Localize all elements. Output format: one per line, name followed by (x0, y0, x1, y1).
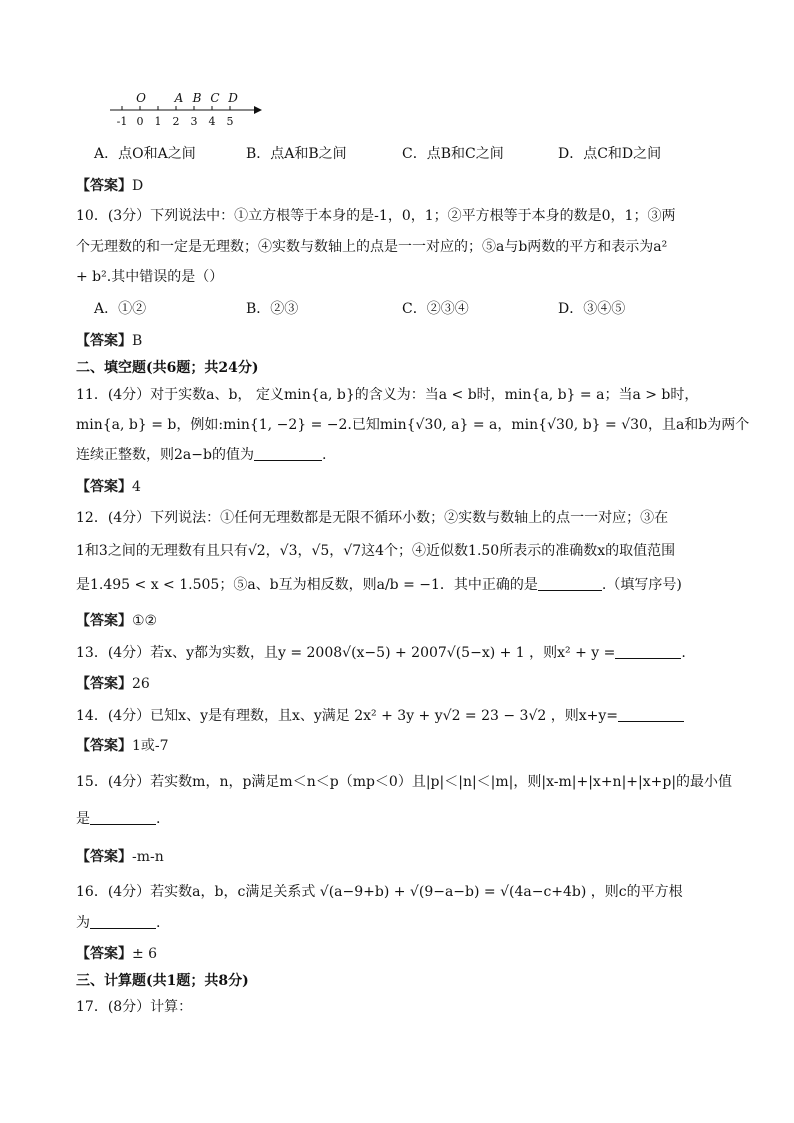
answer-label: 【答案】 (76, 178, 132, 194)
answer-blank[interactable] (254, 446, 322, 461)
q16-line-2-end: . (156, 915, 161, 931)
answer-label: 【答案】 (76, 333, 132, 349)
q11-line-1: 11．(4分）对于实数a、b， 定义min{a, b}的含义为：当a < b时，min{a, b} = a；当a > b时， (76, 387, 699, 403)
answer-value: 1或-7 (132, 738, 169, 754)
tick-label: 0 (136, 115, 144, 128)
q15-line-1: 15．(4分）若实数m，n，p满足m＜n＜p（mp＜0）且|p|＜|n|＜|m|，则|x-m|+|x+n|+|x+p|的最小值 (76, 774, 733, 790)
section-heading-calculation: 三、计算题(共1题；共8分) (76, 973, 249, 989)
answer-label: 【答案】 (76, 849, 132, 865)
q10-line-2: 个无理数的和一定是无理数；④实数与数轴上的点是一一对应的；⑤a与b两数的平方和表示为a² (76, 239, 668, 255)
q16-line-2 (76, 912, 160, 934)
number-line-ticks (122, 106, 230, 110)
answer-label: 【答案】 (76, 479, 132, 495)
answer-value: B (132, 333, 143, 349)
q10-option-d: D．③④⑤ (558, 301, 626, 317)
q13-line-1-text: 13．(4分）若x、y都为实数，且y = 2008√(x−5) + 2007√(5−x) + 1 ，则x² + y = (76, 645, 616, 661)
q9-option-a: A．点O和A之间 (94, 146, 196, 162)
q17-line-1: 17．(8分）计算： (76, 999, 193, 1015)
q12-line-2: 1和3之间的无理数有且只有√2，√3，√5，√7这4个；④近似数1.50所表示的准确数x的取值范围 (76, 543, 676, 559)
answer-value: 4 (132, 479, 141, 495)
q11-answer (76, 476, 141, 498)
q15-line-2 (76, 808, 160, 830)
point-label-o: O (136, 91, 146, 105)
q10-line-3: + b².其中错误的是（） (76, 269, 224, 285)
q12-line-3-end: .（填写序号) (601, 577, 682, 593)
answer-label: 【答案】 (76, 946, 132, 962)
q15-line-2-text: 是 (76, 811, 90, 827)
answer-label: 【答案】 (76, 676, 132, 692)
answer-value: ± 6 (132, 946, 158, 962)
q14-line-1-text: 14．(4分）已知x、y是有理数，且x、y满足 2x² + 3y + y√2 = 23 − 3√2 ，则x+y= (76, 708, 618, 724)
q16-line-2-text: 为 (76, 915, 90, 931)
point-label-b: B (192, 91, 202, 105)
tick-label: 5 (226, 115, 234, 128)
q13-line-1 (76, 642, 686, 664)
q13-line-1-end: . (681, 645, 686, 661)
q11-line-3-end: . (321, 447, 327, 463)
q10-answer (76, 330, 142, 352)
answer-value: -m-n (132, 849, 164, 865)
q12-line-3-text: 是1.495 < x < 1.505；⑤a、b互为相反数，则a/b = −1．其中正确的是 (76, 577, 538, 593)
answer-label: 【答案】 (76, 738, 132, 754)
q13-answer (76, 673, 150, 695)
q12-answer (76, 610, 157, 632)
q12-line-1: 12．(4分）下列说法：①任何无理数都是无限不循环小数；②实数与数轴上的点一一对应；③在 (76, 510, 669, 526)
q11-line-3-text: 连续正整数，则2a−b的值为 (76, 447, 254, 463)
number-line-arrow (254, 106, 262, 114)
tick-label: 1 (154, 115, 162, 128)
q9-option-d: D．点C和D之间 (558, 146, 662, 162)
answer-label: 【答案】 (76, 613, 132, 629)
q11-line-2: min{a, b} = b，例如:min{1, −2} = −2.已知min{√30, a} = a，min{√30, b} = √30，且a和b为两个 (76, 417, 750, 433)
q16-answer (76, 943, 157, 965)
number-line-figure (108, 88, 268, 130)
point-label-c: C (210, 91, 220, 105)
q14-line-1 (76, 705, 684, 727)
q12-line-3 (76, 574, 682, 596)
q10-option-a: A．①② (94, 301, 147, 317)
answer-blank[interactable] (615, 644, 681, 659)
answer-blank[interactable] (90, 914, 156, 929)
tick-label: -1 (116, 115, 128, 128)
q9-option-b: B．点A和B之间 (246, 146, 347, 162)
q14-answer (76, 735, 169, 757)
point-label-d: D (228, 91, 238, 105)
point-label-a: A (174, 91, 184, 105)
answer-value: D (132, 178, 144, 194)
q10-line-1: 10．(3分）下列说法中：①立方根等于本身的是-1，0，1；②平方根等于本身的数是0，1；③两 (76, 208, 676, 224)
q16-line-1: 16．(4分）若实数a，b，c满足关系式 √(a−9+b) + √(9−a−b) = √(4a−c+4b) ，则c的平方根 (76, 884, 683, 900)
section-heading-fill-in: 二、填空题(共6题；共24分) (76, 360, 259, 376)
tick-label: 2 (172, 115, 180, 128)
tick-label: 4 (208, 115, 216, 128)
q15-answer (76, 846, 164, 868)
answer-value: ①② (132, 613, 158, 629)
answer-blank[interactable] (538, 576, 602, 591)
q11-line-3 (76, 444, 326, 466)
q15-line-2-end: . (156, 811, 161, 827)
q10-option-b: B．②③ (246, 301, 299, 317)
q10-option-c: C．②③④ (402, 301, 469, 317)
answer-value: 26 (132, 676, 150, 692)
answer-blank[interactable] (90, 810, 156, 825)
q9-answer (76, 175, 143, 197)
q9-option-c: C．点B和C之间 (402, 146, 504, 162)
tick-label: 3 (190, 115, 198, 128)
answer-blank[interactable] (618, 707, 684, 722)
